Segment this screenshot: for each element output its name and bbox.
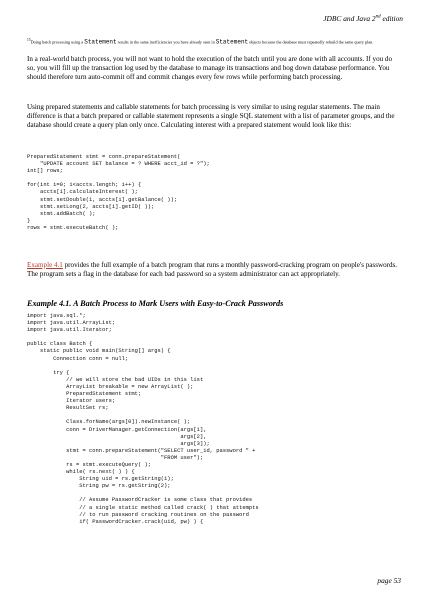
paragraph-example-intro <box>27 261 399 279</box>
example-link[interactable]: Example 4.1 <box>27 261 63 269</box>
header-superscript: nd <box>375 14 381 20</box>
footnote <box>27 38 399 45</box>
footnote-text: results in the same inefficiencies you have already seen in <box>116 39 216 45</box>
footnote-code: Statement <box>215 38 249 46</box>
paragraph-example-intro-text: provides the full example of a batch program that runs a monthly password-cracking program on people's passwords. The program sets a flag in the database for each bad password so a system administrator can act appropriately. <box>27 261 398 279</box>
footnote-code: Statement <box>84 38 117 46</box>
page-number: page 53 <box>377 576 401 585</box>
footnote-text: Doing batch processing using a <box>30 39 85 45</box>
footnote-mark: 15 <box>27 38 31 42</box>
code-block-prepared-statement: PreparedStatement stmt = conn.prepareStatement( "UPDATE account SET balance = ? WHERE acct_id = ?"); int[] rows; for(int i=0; i<accts.length; i++) { accts[i].calculateInterest( ); stmt.setDouble(1, accts[i].getBalance( )); stmt.setLong(2, accts[i].getID( )); stmt.addBatch( ); } rows = stmt.executeBatch( ); <box>27 153 210 231</box>
example-title: Example 4.1. A Batch Process to Mark Users with Easy-to-Crack Passwords <box>27 299 284 308</box>
header-title: JDBC and Java 2 <box>323 14 376 23</box>
header-suffix: edition <box>380 14 403 23</box>
code-block-batch-example: import java.sql.*; import java.util.ArrayList; import java.util.Iterator; public class Batch { static public void main(String[] args) { Connection conn = null; try { // we will store the bad UIDs in this list ArrayList breakable = new ArrayList( ); PreparedStatement stmt; Iterator users; ResultSet rs; Class.forName(args[0]).newInstance( ); conn = DriverManager.getConnection(args[1], args[2], args[3]); stmt = conn.prepareStatement("SELECT user_id, password " + "FROM user"); rs = stmt.executeQuery( ); while( rs.next( ) ) { String uid = rs.getString(1); String pw = rs.getString(2); // Assume PasswordCracker is some class that provides // a single static method called crack( ) that attempts // to run password cracking routines on the password if( PasswordCracker.crack(uid, pw) ) { <box>27 312 259 525</box>
page-header <box>323 14 403 23</box>
paragraph-prepared-statements: Using prepared statements and callable statements for batch processing is very similar to using regular statements. The main difference is that a batch prepared or callable statement represents a single SQL statement with a list of parameter groups, and the database should create a query plan only once. Calculating interest with a prepared statement would look like this: <box>27 103 395 130</box>
paragraph-batch-commit: In a real-world batch process, you will not want to hold the execution of the batch until you are done with all accounts. If you do so, you will fill up the transaction log used by the database to manage its transactions and bog down database performance. You should therefore turn auto-commit off and commit changes every few rows while performing batch processing. <box>27 55 393 82</box>
footnote-text: objects because the database must repeatedly rebuild the same query plan. <box>248 39 374 45</box>
